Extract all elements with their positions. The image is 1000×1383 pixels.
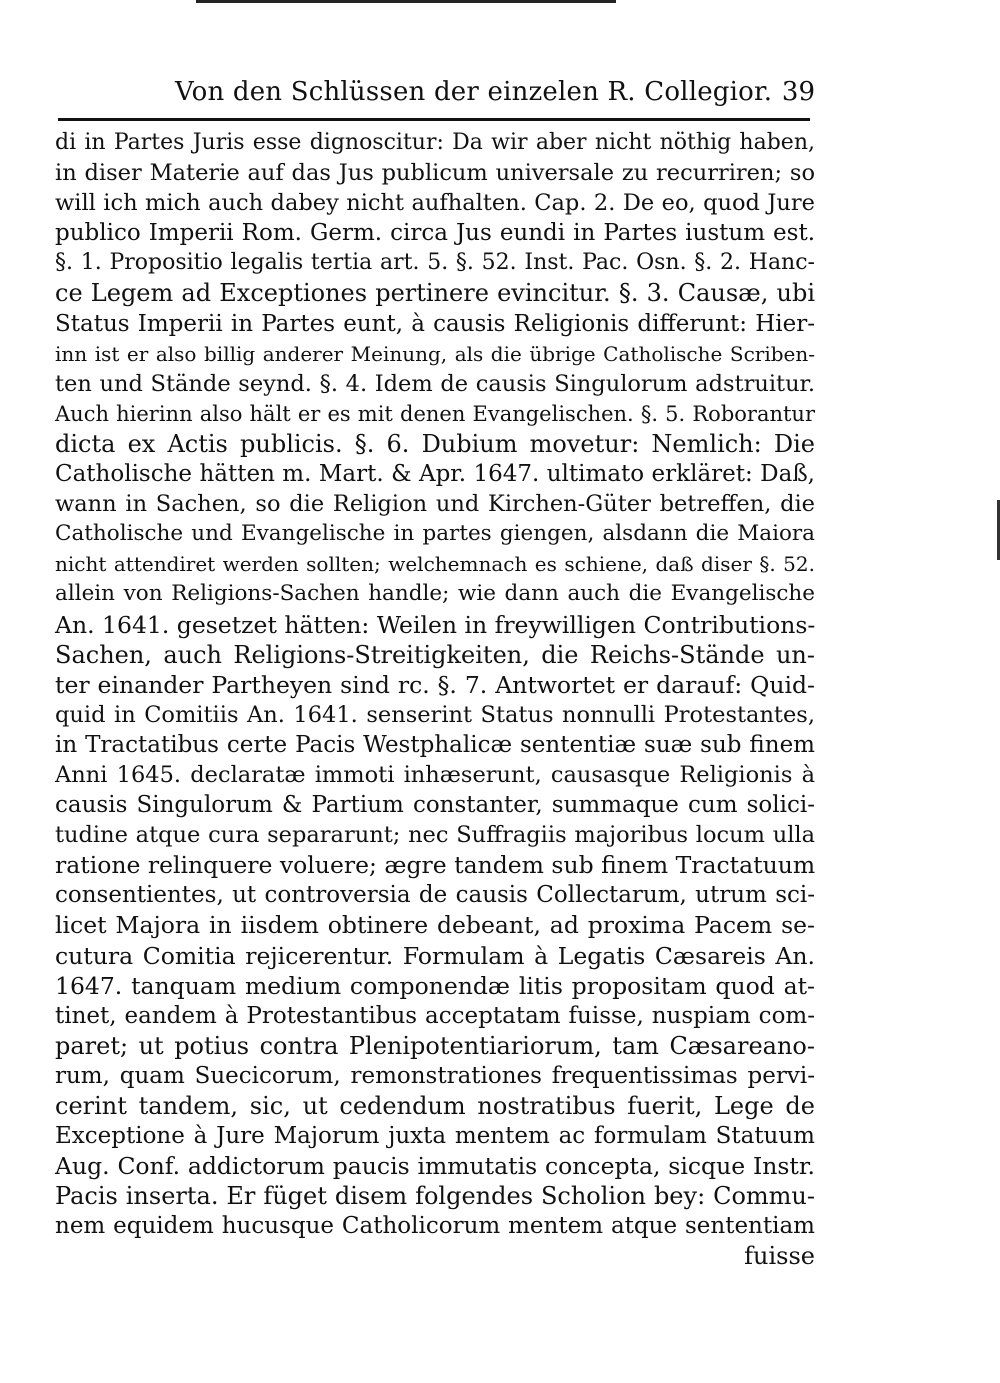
text-line: causis Singulorum & Partium constanter, summaque cum solici- — [55, 792, 815, 819]
page-number: 39 — [781, 77, 815, 107]
catchword: fuisse — [744, 1242, 815, 1271]
running-head: Von den Schlüssen der einzelen R. Collegior. — [175, 77, 773, 107]
header-rule — [58, 118, 810, 121]
text-line: Catholische und Evangelische in partes giengen, alsdann die Maiora — [55, 521, 815, 547]
text-line: Exceptione à Jure Majorum juxta mentem ac formulam Statuum — [55, 1123, 815, 1150]
text-line: will ich mich auch dabey nicht aufhalten. Cap. 2. De eo, quod Jure — [55, 190, 815, 217]
text-line: ratione relinquere voluere; ægre tandem sub finem Tractatuum — [55, 851, 816, 880]
text-line: allein von Religions-Sachen handle; wie dann auch die Evangelische — [55, 581, 815, 607]
text-line: dicta ex Actis publicis. §. 6. Dubium movetur: Nemlich: Die — [55, 429, 815, 458]
top-edge-rule — [196, 0, 616, 3]
text-line: Anni 1645. declaratæ immoti inhæserunt, causasque Religionis à — [55, 761, 815, 788]
text-line: consentientes, ut controversia de causis Collectarum, utrum sci- — [55, 882, 815, 909]
text-line: rum, quam Suecicorum, remonstrationes frequentissimas pervi- — [55, 1062, 815, 1089]
text-line: in Tractatibus certe Pacis Westphalicæ sententiæ suæ sub finem — [55, 731, 815, 758]
text-line: publico Imperii Rom. Germ. circa Jus eundi in Partes iustum est. — [55, 220, 815, 247]
text-line: in diser Materie auf das Jus publicum universale zu recurriren; so — [55, 160, 815, 187]
text-line: nicht attendiret werden sollten; welchemnach es schiene, daß diser §. 52. — [55, 552, 815, 577]
text-line: di in Partes Juris esse dignoscitur: Da wir aber nicht nöthig haben, — [55, 130, 815, 155]
text-line: quid in Comitiis An. 1641. senserint Status nonnulli Protestantes, — [55, 701, 815, 728]
text-line: tudine atque cura separarunt; nec Suffragiis majoribus locum ulla — [55, 822, 815, 849]
text-line: nem equidem hucusque Catholicorum mentem atque sententiam — [55, 1213, 815, 1240]
text-line: cerint tandem, sic, ut cedendum nostratibus fuerit, Lege de — [55, 1092, 815, 1120]
body-text — [55, 128, 815, 1272]
page-header — [55, 72, 815, 112]
text-line: Aug. Conf. addictorum paucis immutatis concepta, sicque Instr. — [55, 1152, 815, 1181]
text-line: Catholische hätten m. Mart. & Apr. 1647. ultimato erkläret: Daß, — [55, 461, 815, 488]
text-line: Pacis inserta. Er füget disem folgendes Scholion bey: Commu- — [55, 1182, 815, 1211]
text-line: 1647. tanquam medium componendæ litis propositam quod at- — [55, 971, 815, 1000]
text-line: paret; ut potius contra Plenipotentiariorum, tam Cæsareano- — [55, 1031, 815, 1060]
text-line: ce Legem ad Exceptiones pertinere evincitur. §. 3. Causæ, ubi — [55, 279, 815, 308]
text-line: tinet, eandem à Protestantibus acceptatam fuisse, nuspiam com- — [55, 1002, 815, 1029]
text-line: §. 1. Propositio legalis tertia art. 5. §. 52. Inst. Pac. Osn. §. 2. Hanc- — [55, 250, 815, 276]
text-line: Auch hierinn also hält er es mit denen Evangelischen. §. 5. Roborantur — [55, 401, 815, 426]
text-line: Sachen, auch Religions-Streitigkeiten, die Reichs-Stände un- — [55, 640, 815, 669]
text-line: ter einander Partheyen sind rc. §. 7. Antwortet er darauf: Quid- — [55, 670, 815, 699]
text-line: inn ist er also billig anderer Meinung, als die übrige Catholische Scriben- — [55, 341, 815, 366]
text-line: cutura Comitia rejicerentur. Formulam à Legatis Cæsareis An. — [55, 941, 815, 970]
text-line: wann in Sachen, so die Religion und Kirchen-Güter betreffen, die — [55, 491, 815, 518]
text-line: An. 1641. gesetzet hätten: Weilen in freywilligen Contributions- — [55, 610, 816, 639]
text-line: ten und Stände seynd. §. 4. Idem de causis Singulorum adstruitur. — [55, 370, 815, 397]
text-line: Status Imperii in Partes eunt, à causis Religionis differunt: Hier- — [55, 310, 815, 337]
text-line: licet Majora in iisdem obtinere debeant, ad proxima Pacem se- — [55, 911, 815, 940]
